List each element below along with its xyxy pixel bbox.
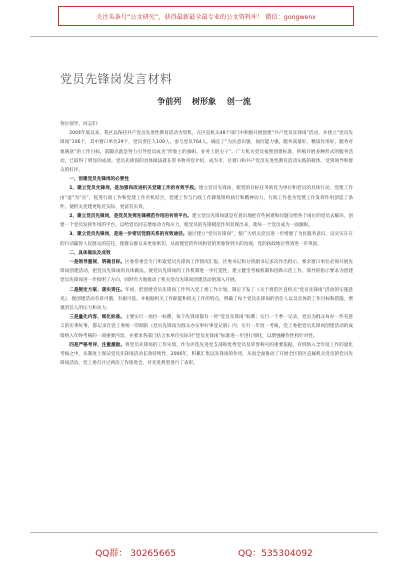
- section-paragraph: [60, 313, 353, 341]
- footer: [0, 546, 408, 560]
- document-body: [60, 120, 353, 368]
- paragraph-text: 将党员先锋岗的工作实绩，作为评选先进党支部和优秀党员及荣誉称号的重要依据，有机纳入全年度工作的量化考核之中，从制度上保证党员先锋岗活动长效持续性，2006年，积累汇集以先锋岗的作用，从而全面推动了开展全区的区直属机关党员的党员先锋岗活动。党工委召开过两次工作推进会，对先进典型进行了表彰。: [60, 342, 353, 367]
- subtitle-part: 树形象: [192, 97, 216, 106]
- paragraph-text: 建立党员先锋岗，使党的目标任务转化为单位和党员的具体行动，党建工作由“虚”为“实”，促进行政工作和党建工作有机结合，党建工作与行政工作降低组织执行和精神动力，行政工作也为党建工作发挥作用创造了条件，使机关党建更贴近实际、更富有实效。: [60, 186, 353, 210]
- paragraph-lead: 3、建立党员先锋岗，是进一步密切党群关系的有效途径。: [69, 232, 188, 238]
- intro-paragraph: 2004年底以来，我区以保持共产党员先进性教育活动为契机，在区直机关48个部门中积极开展创建“共产党员先锋岗”活动，并建立“党员先锋岗”106个，其中窗口单位29个，党员责任人109人，参与党员764人。确定了“为民意识强、岗位能力强、服务质量好、精质作用好、服务对象满意”的工作目标，落脚点就是努力引导党员成为“形象上的旗帜、业务上的尖子”。广大机关党员按照创建标准，积极开展多种形式的服务活动，已取得了明显的成效。党员先锋岗的具体做法就在常书物刊登介绍，成为市、区窗口和共产党员先进性教育活动实践的载体，受到领导和群众的好评。: [60, 131, 353, 174]
- paragraph-text: 区委常委会专门听取党员先锋岗工作情况汇报，区委书记和分管副书记多次作出批示，要求窗口单位必须开展先锋岗创建活动，把党员先锋岗的具体做法，使党员先锋岗的工作机制进一步打造性，建立健全考核机制和创新示范工作，领导的指示要求为创建党员先锋岗进一步指明了方向，同时有力地推动了机关党员先锋岗创建活动的深入开展。: [60, 260, 353, 284]
- footer-rule: [30, 532, 378, 533]
- paragraph-lead: 二是制定方案、落实责任。: [69, 287, 125, 293]
- subtitle: [0, 96, 408, 107]
- section-paragraph: [60, 212, 353, 230]
- qq-group-number: QQ群： 30265665: [95, 549, 177, 559]
- qq-number: QQ：535304092: [238, 549, 313, 559]
- paragraph-lead: 三是量化内容、细化标准。: [69, 315, 125, 321]
- section-heading: 一、创建党员先锋岗的必要性: [69, 177, 129, 183]
- paragraph-lead: 2、建立党员先锋岗，是党员发挥先锋模范作用的有效平台。: [69, 214, 192, 220]
- salutation: 各位领导、同志们：: [60, 122, 102, 127]
- header-rule: [30, 36, 378, 37]
- section-paragraph: [60, 184, 353, 212]
- subtitle-part: 创一流: [226, 97, 251, 106]
- paragraph-text: 建立党员先锋岗就是有意识地把有些困难和问题交给各个岗位的党员去解决，创建一个党员发挥作用的平台，以给党员同志增加动力和压力，使党员的先锋模范作用显现出来，使每一个党员成为一面旗帜。: [60, 214, 353, 229]
- section-paragraph: [60, 341, 353, 369]
- section-paragraph: [60, 286, 353, 314]
- paragraph-lead: 一是领导重视、明确目标。: [69, 260, 126, 266]
- page-title: 党员先锋岗发言材料: [60, 72, 173, 86]
- section-paragraph: [60, 230, 353, 248]
- paragraph-lead: 四是严格考评、注重激励。: [69, 342, 126, 348]
- paragraph-text: 主要实行一岗位一标牌，每个先锋岗都有一块“党员先锋岗”标牌；实行一个季一记录，党员为群众每办一件有意义的实事好事，都记录在党工委统一印制的《党员先锋岗为群众办实事好事登记册》内；实行一年度一考核，党工委把党员先锋岗创建活动的成绩纳入年终考核的一项重要内容，并要求各部门结合本单位实际对“党员先锋岗”标准进一步进行细化，以增强操作性和针对性。: [60, 315, 353, 339]
- section-heading: 二、具体做法及成效: [69, 250, 111, 256]
- top-banner: 关注头条号“公文研究”，获得最新最全最专业的公文资料库！ 微信：gongwenx: [58, 6, 354, 26]
- paragraph-text: 年初，把创建党员先锋岗工作列入党工委工作计划，制定下发了《关于规范区直机关“党员先锋岗”活动的实施意见》，使创建活动有章可循，有据可依。并根据机关工作职能和机关工作的特点，明确了每个党员先锋岗的责任人以及具体的工作目标和措施，增强责任人的压力和动力。: [60, 287, 353, 312]
- subtitle-part: 争前列: [157, 97, 182, 106]
- paragraph-text: 通过建立“党员先锋岗”，使广大机关党员进一步增强了为民服务意识，以实实在在的行动赢得人民群众的信任，使群众群众来更加密切，从而使党的作风和党的形象得到大的改观，党的执政地位得到进一步巩固。: [60, 232, 353, 247]
- section-paragraph: [60, 258, 353, 286]
- paragraph-lead: 1、建立党员先锋岗，是加强和改进机关党建工作的有效手段。: [69, 186, 199, 192]
